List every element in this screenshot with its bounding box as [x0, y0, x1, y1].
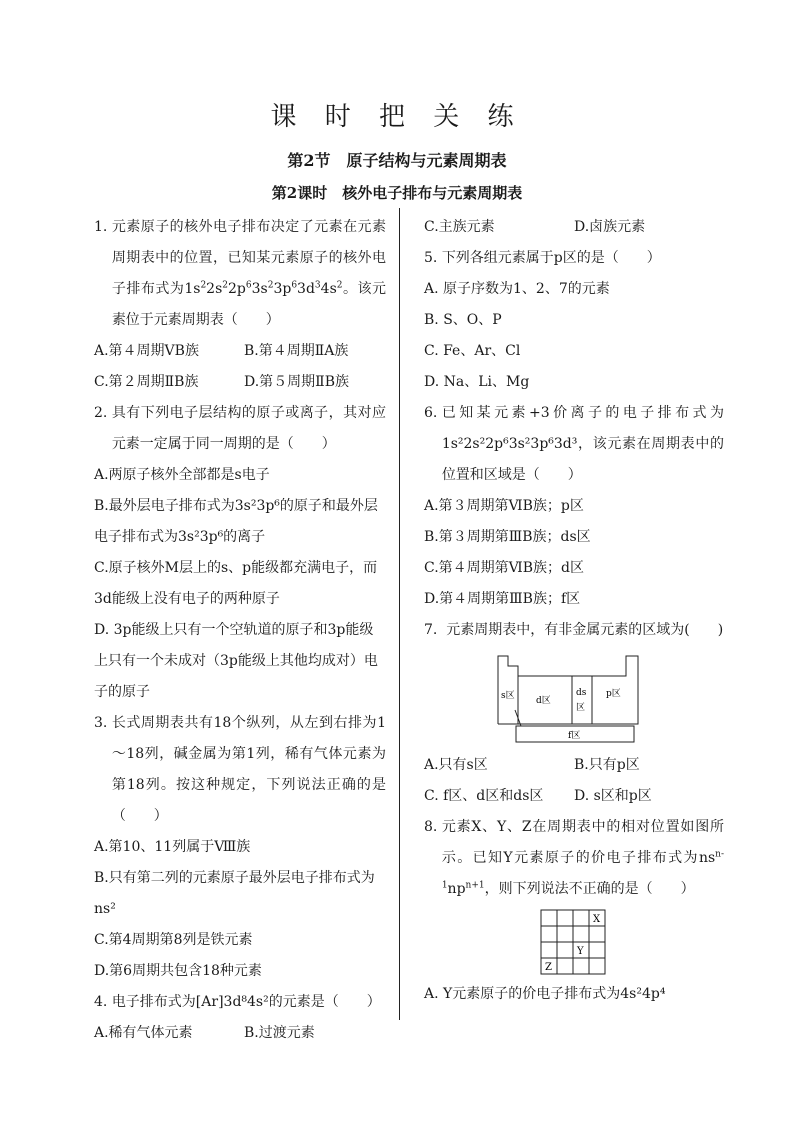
- q6-option-a: A.第３周期第ⅥB族；p区: [424, 498, 584, 514]
- q1-option-a: A.第４周期ⅤB族: [94, 343, 199, 359]
- q7-option-b: B.只有p区: [574, 757, 640, 773]
- q2-option-a: A.两原子核外全部都是s电子: [94, 467, 270, 483]
- q5-option-c: C. Fe、Ar、Cl: [424, 343, 521, 359]
- page-title: 课 时 把 关 练: [270, 102, 524, 132]
- q4-option-b: B.过渡元素: [244, 1025, 315, 1041]
- q2-option-d: D. 3p能级上只有一个空轨道的原子和3p能级上只有一个未成对（3p能级上其他均成对）电子的原子: [94, 622, 378, 700]
- q5-stem: 下列各组元素属于p区的是（ ）: [441, 250, 661, 266]
- q4-option-a: A.稀有气体元素: [94, 1025, 193, 1041]
- xyz-position-grid: [540, 909, 608, 975]
- q7-option-d: D. s区和p区: [574, 788, 652, 804]
- q4-option-c: C.主族元素: [424, 219, 495, 235]
- ds-block-label-2: 区: [576, 703, 586, 713]
- question-7: 7. 元素周期表中，有非金属元素的区域为( ): [424, 615, 724, 646]
- section-title: 第2节 原子结构与元素周期表: [287, 151, 507, 170]
- q7-option-c: C. f区、d区和ds区: [424, 788, 544, 804]
- q5-option-a: A. 原子序数为1、2、7的元素: [424, 281, 610, 297]
- q3-option-a: A.第10、11列属于Ⅷ族: [94, 839, 251, 855]
- q6-option-c: C.第４周期第ⅥB族；d区: [424, 560, 584, 576]
- column-divider: [399, 208, 400, 1020]
- s-block-label: s区: [501, 691, 515, 701]
- question-1: 1. 元素原子的核外电子排布决定了元素在元素周期表中的位置，已知某元素原子的核外电子排布式为$1s^22s^22p^63s^23p^63d^34s^2$。该元素位于元素周期表（ ）: [94, 219, 387, 328]
- q1-stem: 元素原子的核外电子排布决定了元素在元素周期表中的位置，已知某元素原子的核外电子排布式为1s: [111, 219, 386, 297]
- p-block-label: p区: [606, 689, 621, 699]
- q2-option-c: C.原子核外M层上的s、p能级都充满电子，而3d能级上没有电子的两种原子: [94, 560, 378, 607]
- lesson-title: 第2课时 核外电子排布与元素周期表: [271, 184, 523, 202]
- q1-option-c: C.第２周期ⅡB族: [94, 374, 199, 390]
- q3-stem: 长式周期表共有18个纵列，从左到右排为1～18列，碱金属为第1列，稀有气体元素为第18列。按这种规定，下列说法正确的是（ ）: [111, 715, 386, 824]
- question-6: 6. 已知某元素+3价离子的电子排布式为1s²2s²2p⁶3s²3p⁶3d³，该元素在周期表中的位置和区域是（ ）: [424, 398, 724, 491]
- q7-options-row-1: [424, 750, 724, 781]
- d-block-label: d区: [536, 696, 551, 706]
- q8-option-a: A. Y元素原子的价电子排布式为4s²4p⁴: [424, 986, 666, 1002]
- q7-option-a: A.只有s区: [424, 757, 488, 773]
- q3-option-d: D.第6周期共包含18种元素: [94, 963, 262, 979]
- q6-option-b: B.第３周期第ⅢB族；ds区: [424, 529, 591, 545]
- q5-option-d: D. Na、Li、Mg: [424, 374, 530, 390]
- q4-options-row-1: [94, 1018, 386, 1049]
- grid-label-y: Y: [577, 946, 584, 957]
- q1-options-row-1: [94, 336, 386, 367]
- q8-stem: 元素X、Y、Z在周期表中的相对位置如图所示。已知Y元素原子的价电子排布式为ns: [441, 819, 724, 866]
- question-8: 8. 元素X、Y、Z在周期表中的相对位置如图所示。已知Y元素原子的价电子排布式为$ns^{n-1}np^{n+1}$，则下列说法不正确的是（ ）: [424, 819, 724, 897]
- q2-stem: 具有下列电子层结构的原子或离子，其对应元素一定属于同一周期的是（ ）: [111, 405, 386, 452]
- q4-stem: 电子排布式为[Ar]3d⁸4s²的元素是（ ）: [111, 994, 381, 1010]
- left-column: [94, 212, 386, 1049]
- q6-stem: 已知某元素+3价离子的电子排布式为1s²2s²2p⁶3s²3p⁶3d³，该元素在周期表中的位置和区域是（ ）: [441, 405, 724, 483]
- q1-option-b: B.第４周期ⅡA族: [244, 343, 349, 359]
- ds-block-label: ds: [576, 688, 587, 698]
- q3-option-c: C.第4周期第8列是铁元素: [94, 932, 253, 948]
- grid-label-z: Z: [545, 962, 552, 973]
- q2-option-b: B.最外层电子排布式为3s²3p⁶的原子和最外层电子排布式为3s²3p⁶的离子: [94, 498, 378, 545]
- question-2: 2. 具有下列电子层结构的原子或离子，其对应元素一定属于同一周期的是（ ）: [94, 398, 386, 460]
- right-column: [424, 212, 724, 1010]
- q7-stem: 元素周期表中，有非金属元素的区域为( ): [446, 622, 724, 638]
- q4-options-row-2: [424, 212, 724, 243]
- q4-option-d: D.卤族元素: [574, 219, 646, 235]
- q1-options-row-2: [94, 367, 386, 398]
- periodic-table-blocks-figure: [496, 654, 646, 744]
- f-block-label: f区: [568, 731, 581, 741]
- q7-options-row-2: [424, 781, 724, 812]
- q5-option-b: B. S、O、P: [424, 312, 502, 328]
- q1-option-d: D.第５周期ⅡB族: [244, 374, 349, 390]
- question-4: 4. 电子排布式为[Ar]3d⁸4s²的元素是（ ）: [94, 987, 386, 1018]
- grid-label-x: X: [593, 914, 601, 925]
- q6-option-d: D.第４周期第ⅢB族；f区: [424, 591, 581, 607]
- q3-option-b: B.只有第二列的元素原子最外层电子排布式为ns²: [94, 870, 375, 917]
- question-3: 3. 长式周期表共有18个纵列，从左到右排为1～18列，碱金属为第1列，稀有气体元素为第18列。按这种规定，下列说法正确的是（ ）: [94, 708, 386, 832]
- question-5: 5. 下列各组元素属于p区的是（ ）: [424, 243, 724, 274]
